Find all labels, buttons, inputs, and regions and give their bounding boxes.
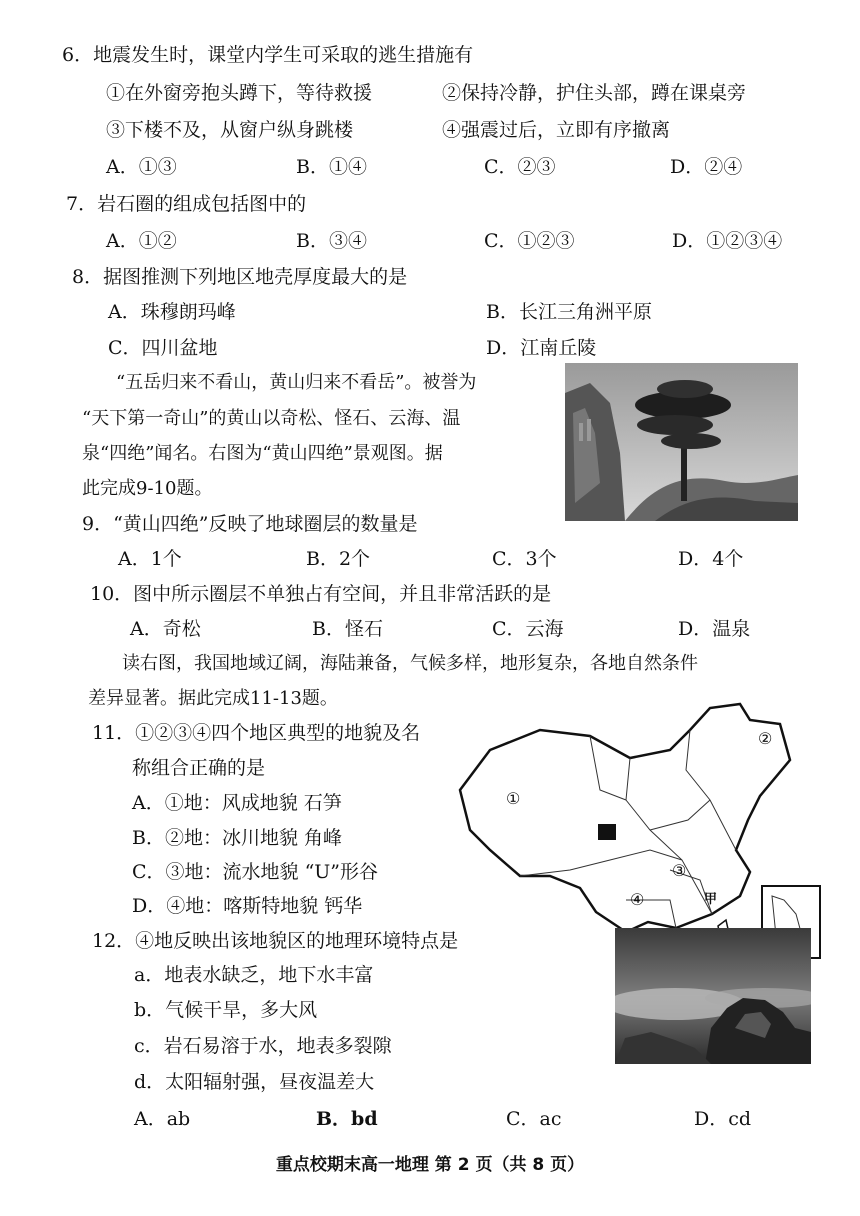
q11-stem-line2: 称组合正确的是 <box>132 757 266 779</box>
q12-item-a: a．地表水缺乏，地下水丰富 <box>134 964 374 986</box>
q8-choice-a: A．珠穆朗玛峰 <box>108 301 236 323</box>
passage2-line2: 差异显著。据此完成11-13题。 <box>88 688 338 709</box>
q12-choice-d: D．cd <box>694 1108 752 1130</box>
q6-choice-d: D．②④ <box>670 156 743 178</box>
q6-option-2: ②保持冷静，护住头部，蹲在课桌旁 <box>442 82 747 104</box>
q6-choice-b: B．①④ <box>296 156 367 178</box>
q12-item-b: b．气候干旱，多大风 <box>134 999 318 1021</box>
q8-choice-d: D．江南丘陵 <box>486 337 597 359</box>
huangshan-photo <box>565 363 798 521</box>
q7-stem: 7．岩石圈的组成包括图中的 <box>66 193 307 215</box>
q9-stem: 9．“黄山四绝”反映了地球圈层的数量是 <box>82 513 418 535</box>
passage1-line1: “五岳归来不看山，黄山归来不看岳”。被誉为 <box>116 372 477 393</box>
q11-choice-b: B．②地：冰川地貌 角峰 <box>132 827 343 849</box>
q8-choice-c: C．四川盆地 <box>108 337 218 359</box>
map-label-3: ③ <box>672 861 687 880</box>
q8-choice-b: B．长江三角洲平原 <box>486 301 652 323</box>
q7-choice-a: A．①② <box>106 230 177 252</box>
passage1-line3: 泉“四绝”闻名。右图为“黄山四绝”景观图。据 <box>82 443 443 464</box>
q9-choice-a: A．1个 <box>118 548 182 570</box>
passage1-line2: “天下第一奇山”的黄山以奇松、怪石、云海、温 <box>82 408 461 429</box>
map-label-2: ② <box>758 729 773 748</box>
q11-choice-c: C．③地：流水地貌 “U”形谷 <box>132 861 379 883</box>
map-label-4: ④ <box>630 890 645 909</box>
q8-stem: 8．据图推测下列地区地壳厚度最大的是 <box>72 266 408 288</box>
q11-choice-d: D．④地：喀斯特地貌 钙华 <box>132 895 363 917</box>
q10-stem: 10．图中所示圈层不单独占有空间，并且非常活跃的是 <box>90 583 552 605</box>
q12-item-c: c．岩石易溶于水，地表多裂隙 <box>134 1035 392 1057</box>
q12-choice-c: C．ac <box>506 1108 562 1130</box>
q12-item-d: d．太阳辐射强，昼夜温差大 <box>134 1071 375 1093</box>
map-label-1: ① <box>506 789 521 808</box>
karst-photo <box>615 928 811 1064</box>
q6-option-4: ④强震过后，立即有序撤离 <box>442 119 671 141</box>
q7-choice-d: D．①②③④ <box>672 230 783 252</box>
q10-choice-a: A．奇松 <box>130 618 201 640</box>
q11-stem-line1: 11．①②③④四个地区典型的地貌及名 <box>92 722 421 744</box>
q12-stem: 12．④地反映出该地貌区的地理环境特点是 <box>92 930 459 952</box>
q7-choice-c: C．①②③ <box>484 230 575 252</box>
map-label-jia: 甲 <box>704 892 718 907</box>
q7-choice-b: B．③④ <box>296 230 367 252</box>
page-footer: 重点校期末高一地理 第 2 页（共 8 页） <box>275 1155 585 1175</box>
q12-choice-b: B．bd <box>316 1108 378 1130</box>
passage2-line1: 读右图，我国地域辽阔，海陆兼备，气候多样，地形复杂，各地自然条件 <box>122 653 698 674</box>
q9-choice-b: B．2个 <box>306 548 371 570</box>
q6-choice-a: A．①③ <box>106 156 177 178</box>
q6-option-1: ①在外窗旁抱头蹲下，等待救援 <box>106 82 373 104</box>
q10-choice-c: C．云海 <box>492 618 564 640</box>
q9-choice-d: D．4个 <box>678 548 744 570</box>
q11-choice-a: A．①地：风成地貌 石笋 <box>132 792 342 814</box>
q9-choice-c: C．3个 <box>492 548 557 570</box>
q10-choice-b: B．怪石 <box>312 618 383 640</box>
passage1-line4: 此完成9-10题。 <box>82 478 213 499</box>
q6-choice-c: C．②③ <box>484 156 556 178</box>
q6-option-3: ③下楼不及，从窗户纵身跳楼 <box>106 119 354 141</box>
q6-stem: 6．地震发生时，课堂内学生可采取的逃生措施有 <box>62 44 474 66</box>
q10-choice-d: D．温泉 <box>678 618 751 640</box>
q12-choice-a: A．ab <box>134 1108 191 1130</box>
